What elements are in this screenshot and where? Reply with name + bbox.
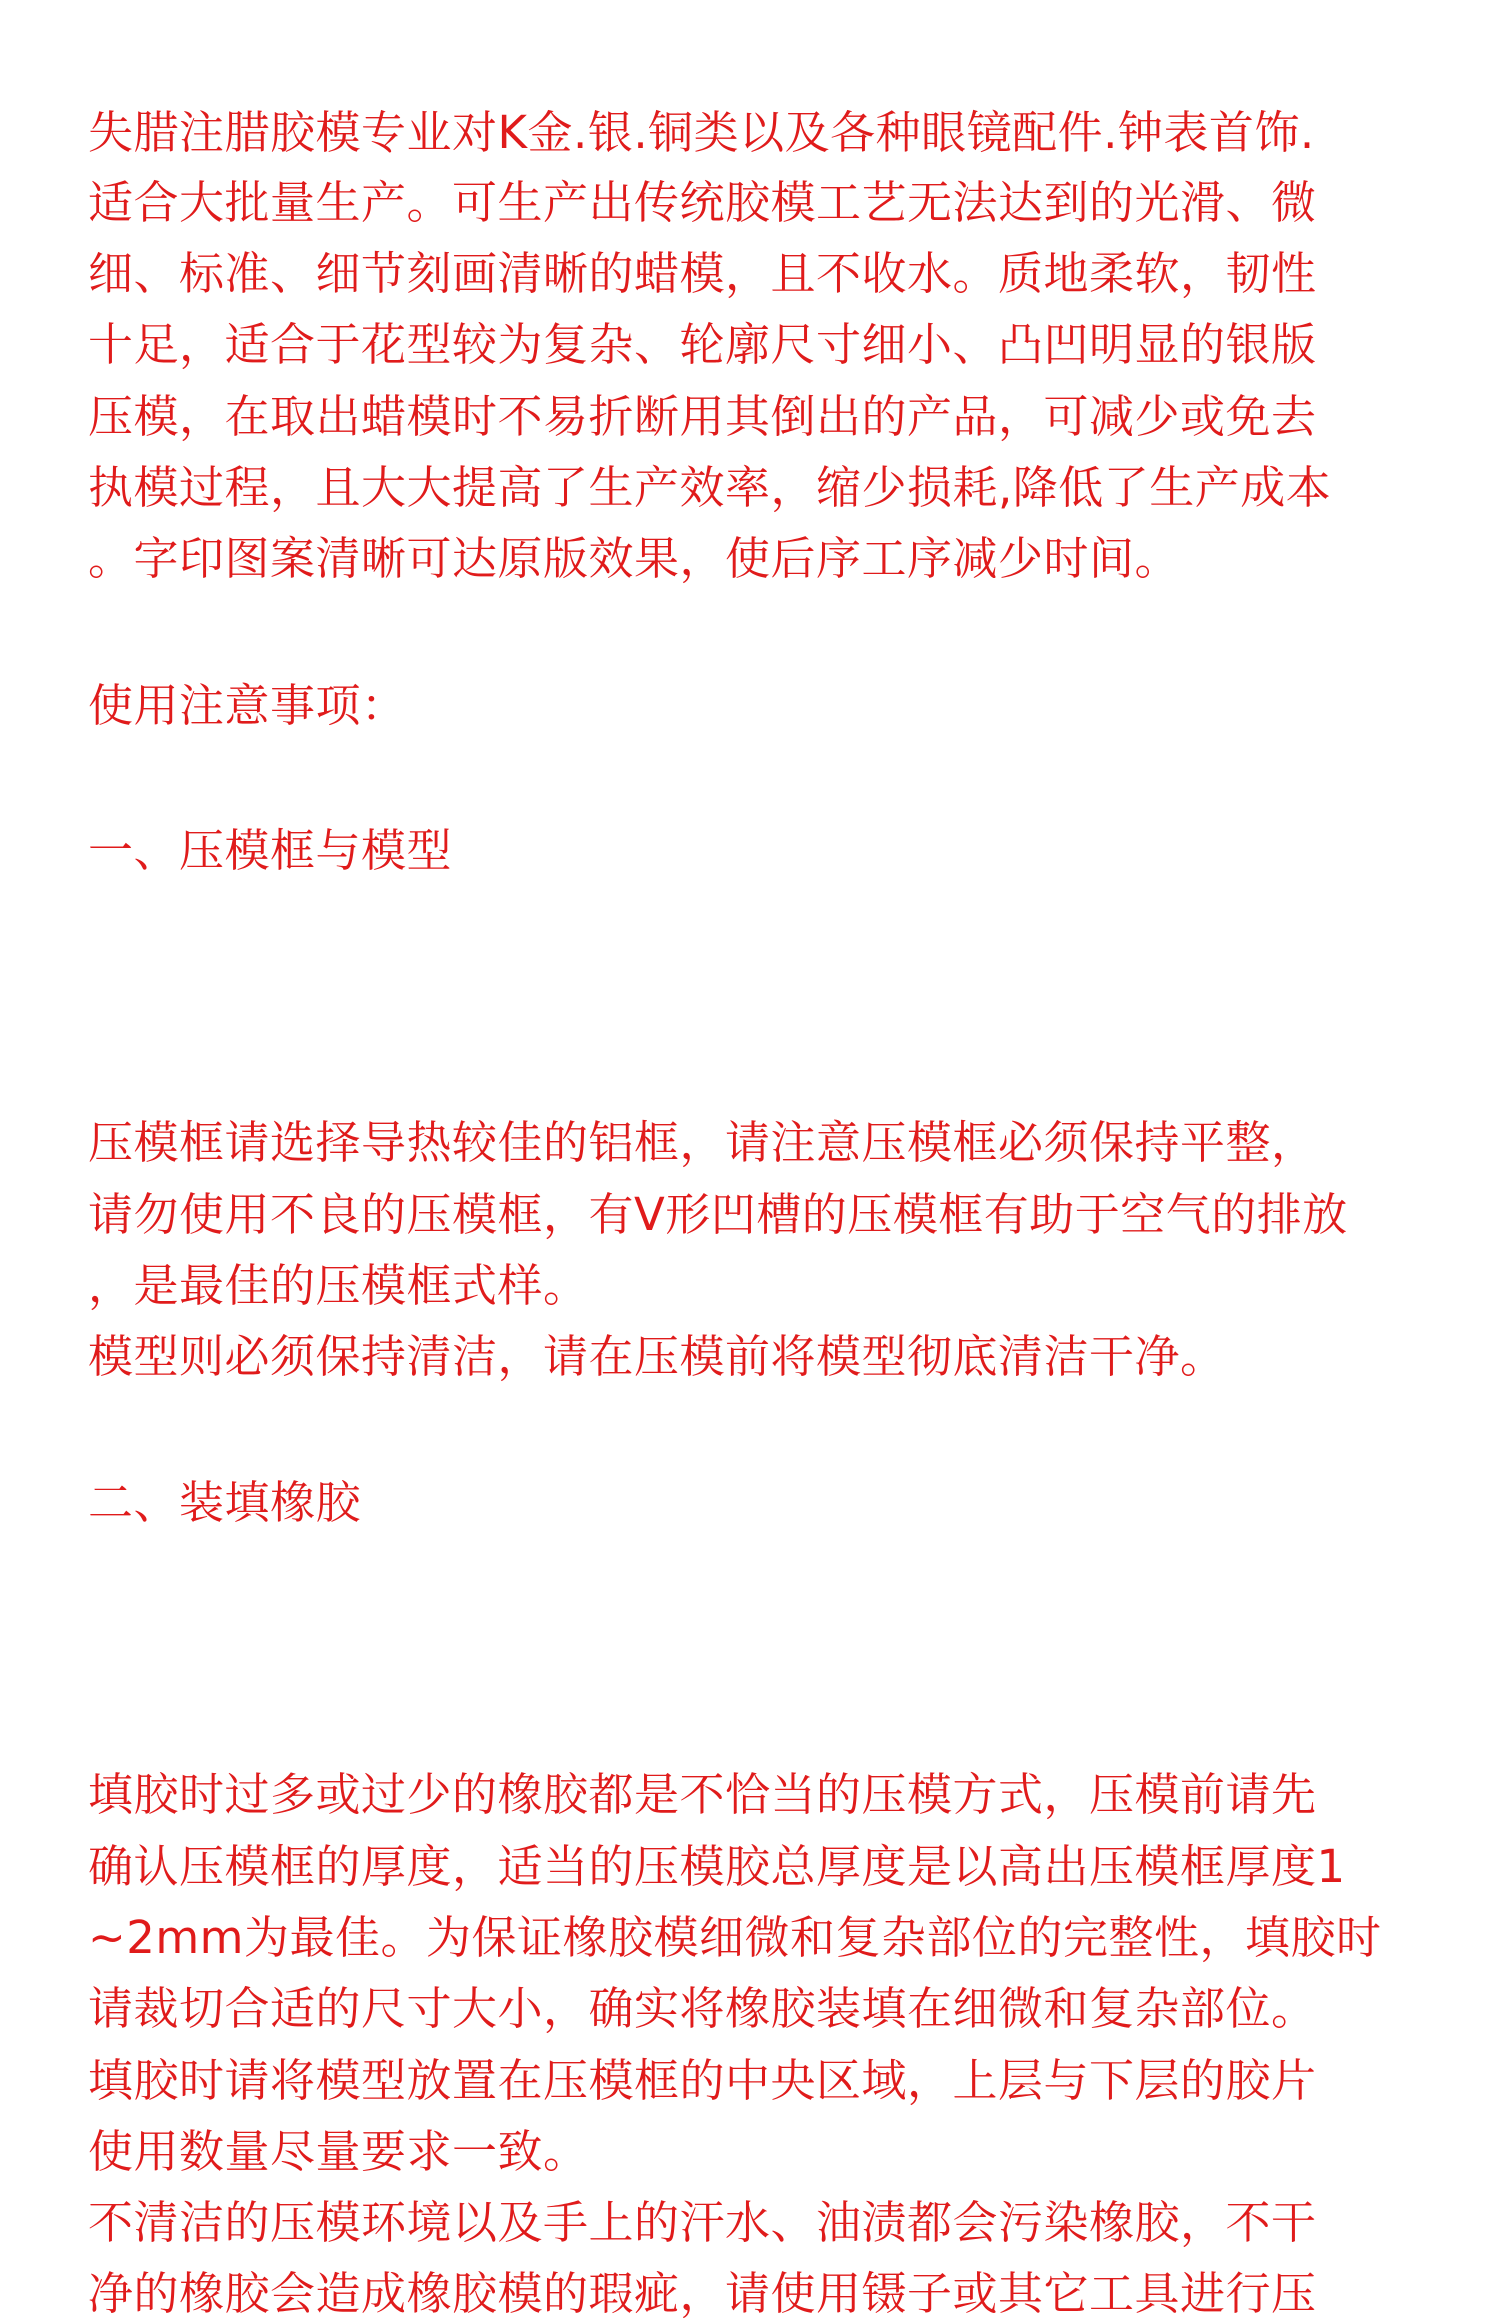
- intro-line: 适合大批量生产。可生产出传统胶模工艺无法达到的光滑、微: [88, 176, 1317, 229]
- section-heading: 二、装填橡胶: [88, 1476, 362, 1529]
- section-body-line: 不清洁的压模环境以及手上的汗水、油渍都会污染橡胶，不干: [88, 2196, 1317, 2249]
- intro-line: 。字印图案清晰可达原版效果，使后序工序减少时间。: [88, 532, 1181, 585]
- intro-line: 执模过程，且大大提高了生产效率，缩少损耗,降低了生产成本: [88, 461, 1332, 514]
- section-body-line: 填胶时请将模型放置在压模框的中央区域，上层与下层的胶片: [88, 2054, 1317, 2107]
- intro-line: 细、标准、细节刻画清晰的蜡模，且不收水。质地柔软，韧性: [88, 247, 1317, 300]
- intro-line: 十足，适合于花型较为复杂、轮廓尺寸细小、凸凹明显的银版: [88, 318, 1317, 371]
- section-body-line: ，是最佳的压模框式样。: [88, 1259, 589, 1312]
- section-body-line: 请勿使用不良的压模框，有V形凹槽的压模框有助于空气的排放: [88, 1188, 1348, 1241]
- section-body-line: 模型则必须保持清洁，请在压模前将模型彻底清洁干净。: [88, 1330, 1226, 1383]
- section-body-line: 请裁切合适的尺寸大小，确实将橡胶装填在细微和复杂部位。: [88, 1982, 1317, 2035]
- section-body-line: 使用数量尽量要求一致。: [88, 2125, 589, 2178]
- section-body-line: ~2mm为最佳。为保证橡胶模细微和复杂部位的完整性，填胶时: [88, 1911, 1382, 1964]
- intro-line: 压模，在取出蜡模时不易折断用其倒出的产品，可减少或免去: [88, 390, 1317, 443]
- section-body-line: 确认压模框的厚度，适当的压模胶总厚度是以高出压模框厚度1: [88, 1840, 1346, 1893]
- section-body-line: 压模框请选择导热较佳的铝框，请注意压模框必须保持平整，: [88, 1116, 1317, 1169]
- section-body-line: 填胶时过多或过少的橡胶都是不恰当的压模方式，压模前请先: [88, 1768, 1317, 1821]
- notes-title: 使用注意事项：: [88, 679, 407, 732]
- section-heading: 一、压模框与模型: [88, 824, 453, 877]
- section-body-line: 净的橡胶会造成橡胶模的瑕疵，请使用镊子或其它工具进行压: [88, 2267, 1317, 2320]
- intro-line: 失腊注腊胶模专业对K金.银.铜类以及各种眼镜配件.钟表首饰.: [88, 106, 1315, 159]
